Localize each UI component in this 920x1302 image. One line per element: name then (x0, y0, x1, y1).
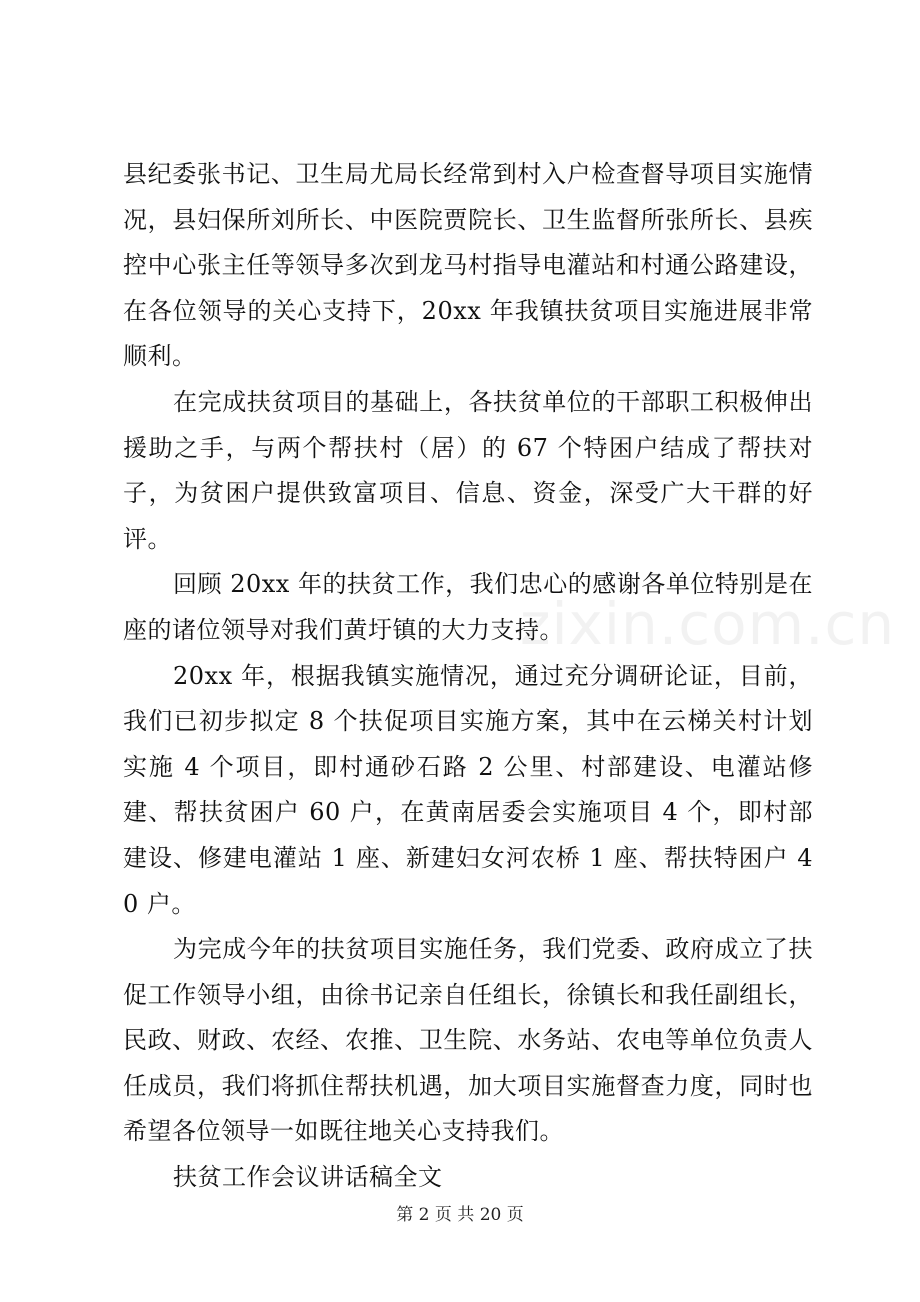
paragraph-assistance: 在完成扶贫项目的基础上，各扶贫单位的干部职工积极伸出援助之手，与两个帮扶村（居）的 67 个特困户结成了帮扶对子，为贫困户提供致富项目、信息、资金，深受广大干群的好评。 (123, 387, 813, 553)
paragraph-organization: 为完成今年的扶贫项目实施任务，我们党委、政府成立了扶促工作领导小组，由徐书记亲自任组长，徐镇长和我任副组长，民政、财政、农经、农推、卫生院、水务站、农电等单位负责人任成员，我们将抓住帮扶机遇，加大项目实施督查力度，同时也希望各位领导一如既往地关心支持我们。 (123, 935, 813, 1146)
closing-title: 扶贫工作会议讲话稿全文 (173, 1163, 443, 1192)
page-number-footer: 第 2 页 共 20 页 (396, 1205, 524, 1225)
paragraph-review: 回顾 20xx 年的扶贫工作，我们忠心的感谢各单位特别是在座的诸位领导对我们黄圩镇的大力支持。 (123, 570, 813, 644)
document-body (123, 152, 813, 1201)
paragraph-plan: 20xx 年，根据我镇实施情况，通过充分调研论证，目前，我们已初步拟定 8 个扶促项目实施方案，其中在云梯关村计划实施 4 个项目，即村通砂石路 2 公里、村部建设、电灌站修建、帮扶贫困户 60 户，在黄南居委会实施项目 4 个，即村部建设、修建电灌站 1 座、新建妇女河农桥 1 座、帮扶特困户 40 户。 (123, 661, 813, 918)
watermark-logo: zixin.com.cn (520, 590, 896, 658)
paragraph-continuation: 县纪委张书记、卫生局尤局长经常到村入户检查督导项目实施情况，县妇保所刘所长、中医院贾院长、卫生监督所张所长、县疾控中心张主任等领导多次到龙马村指导电灌站和村通公路建设，在各位领导的关心支持下，20xx 年我镇扶贫项目实施进展非常顺利。 (123, 160, 813, 371)
